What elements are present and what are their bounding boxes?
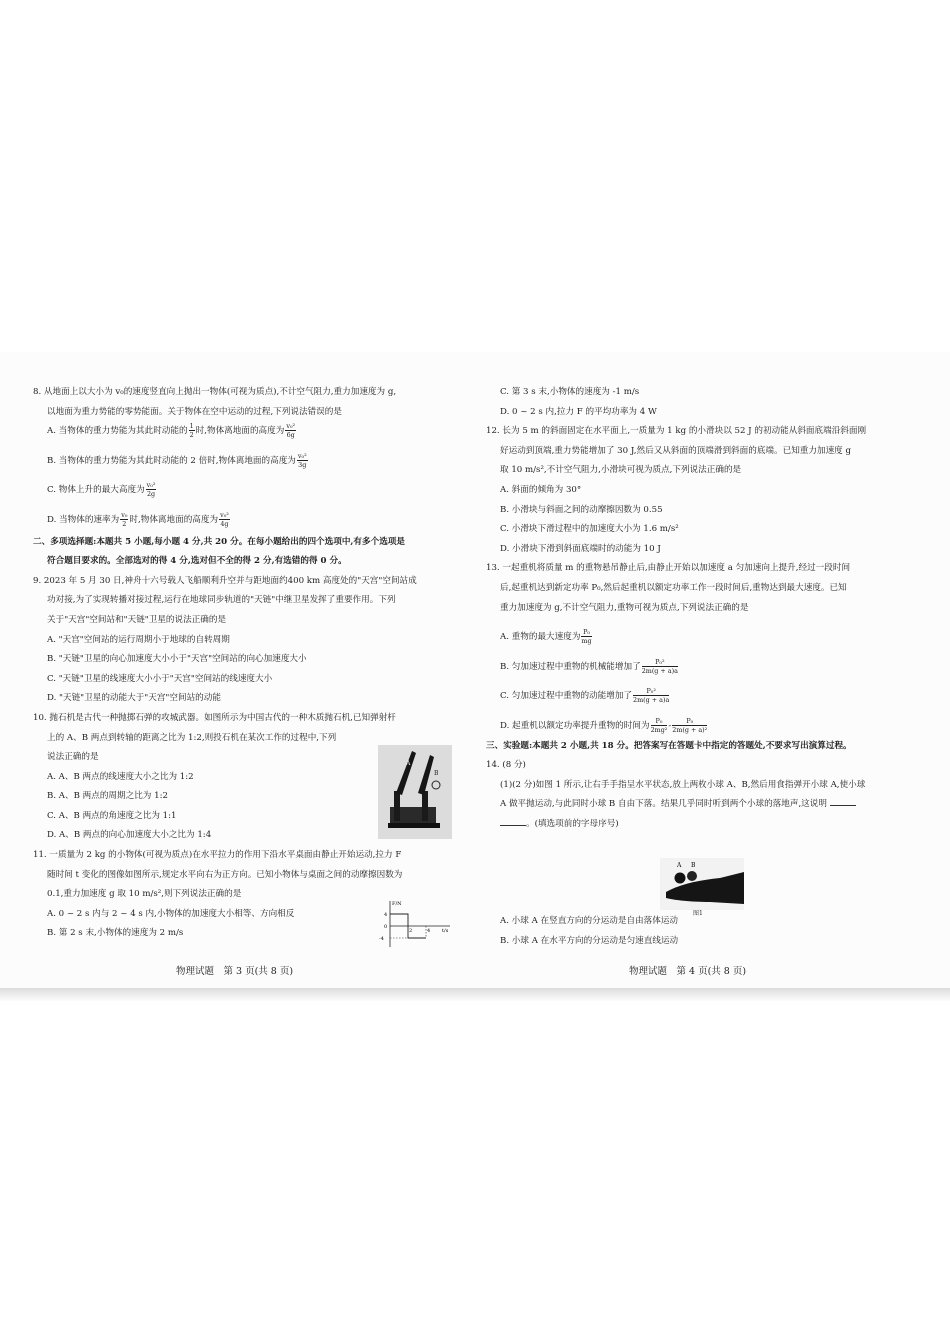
page-4-footer: 物理试题 第 4 页(共 8 页) — [629, 966, 747, 977]
q13-stem-line1: 13. 一起重机将质量 m 的重物悬吊静止后,由静止开始以加速度 a 匀加速向上提升,经过一段时间 — [486, 563, 851, 574]
q11-option-d: D. 0 ~ 2 s 内,拉力 F 的平均功率为 4 W — [500, 406, 657, 417]
q10-option-a: A. A、B 两点的线速度大小之比为 1:2 — [47, 771, 194, 782]
q12-stem-line2: 好运动到顶端,重力势能增加了 30 J,然后又从斜面的顶端滑到斜面的底端。已知重力加速度 g — [500, 445, 852, 456]
hand-balls-figure — [660, 858, 744, 910]
section-3-heading: 三、实验题:本题共 2 小题,共 18 分。把答案写在答题卡中指定的答题处,不要求写出演算过程。 — [486, 740, 852, 751]
q11-stem-line3: 0.1,重力加速度 g 取 10 m/s²,则下列说法正确的是 — [47, 889, 242, 900]
q9-option-b: B. "天链"卫星的向心加速度大小小于"天宫"空间站的向心加速度大小 — [47, 654, 307, 665]
q10-option-d: D. A、B 两点的向心加速度大小之比为 1:4 — [47, 830, 212, 841]
svg-text:B: B — [434, 770, 439, 777]
graph-y-tick-neg: -4 — [379, 936, 384, 942]
answer-blank-1 — [830, 796, 856, 806]
q13-stem-line3: 重力加速度为 g,不计空气阻力,重物可视为质点,下列说法正确的是 — [500, 602, 749, 613]
q14-part1-line2: A 做平抛运动,与此同时小球 B 自由下落。结果几乎同时听到两个小球的落地声,这说明 — [486, 795, 906, 815]
q14-title: 14. (8 分) — [486, 760, 526, 771]
q14-option-b: B. 小球 A 在水平方向的分运动是匀速直线运动 — [500, 936, 679, 947]
ball-b-label: B — [691, 862, 696, 869]
q12-option-b: B. 小滑块与斜面之间的动摩擦因数为 0.55 — [500, 504, 663, 515]
svg-text:A: A — [406, 760, 411, 767]
q11-option-a: A. 0 ~ 2 s 内与 2 ~ 4 s 内,小物体的加速度大小相等、方向相反 — [47, 908, 295, 919]
figure-1-caption: 图1 — [693, 910, 703, 917]
graph-x-label: t/s — [442, 928, 449, 934]
q9-option-a: A. "天宫"空间站的运行周期小于地球的自转周期 — [47, 634, 230, 645]
q11-option-c: C. 第 3 s 末,小物体的速度为 -1 m/s — [500, 387, 640, 397]
q12-option-c: C. 小滑块下滑过程中的加速度大小为 1.6 m/s² — [500, 524, 679, 535]
q11-stem-line2: 随时间 t 变化的图像如图所示,规定水平向右为正方向。已知小物体与桌面之间的动摩擦因数为 — [47, 869, 403, 880]
q11-option-b: B. 第 2 s 末,小物体的速度为 2 m/s — [47, 928, 184, 939]
section-2-heading-line2: 符合题目要求的。全部选对的得 4 分,选对但不全的得 2 分,有选错的得 0 分。 — [47, 556, 347, 567]
q9-stem-line1: 9. 2023 年 5 月 30 日,神舟十六号载人飞船顺利升空并与距地面约400 km 高度处的"天宫"空间站成 — [33, 575, 417, 586]
q9-stem-line2: 功对接,为了实现转播对接过程,运行在地球同步轨道的"天链"中继卫星发挥了重要作用。下列 — [47, 595, 396, 606]
q12-option-d: D. 小滑块下滑到斜面底端时的动能为 10 J — [500, 543, 661, 554]
page-shadow — [0, 988, 950, 1002]
page-3-footer: 物理试题 第 3 页(共 8 页) — [176, 966, 294, 977]
q9-option-c: C. "天链"卫星的线速度大小小于"天宫"空间站的线速度大小 — [47, 673, 273, 684]
q10-stem-line1: 10. 抛石机是古代一种抛掷石弹的攻城武器。如图所示为中国古代的一种木质抛石机,已知弹射杆 — [33, 712, 396, 723]
graph-y-tick-pos: 4 — [384, 912, 388, 918]
graph-y-label: F/N — [392, 901, 402, 907]
q8-option-d: D. 当物体的速率为 $\frac{\text{v₀}}{2}$ 时,物体离地面的高度为 $\frac{\text{v₀²}}{4g}$ — [47, 510, 229, 528]
q14-part1-line3: 。(填选项前的字母序号) — [486, 815, 906, 835]
catapult-photo — [378, 745, 452, 839]
q10-stem-line2: 上的 A、B 两点到转轴的距离之比为 1:2,则投石机在某次工作的过程中,下列 — [47, 732, 337, 743]
q10-option-b: B. A、B 两点的周期之比为 1:2 — [47, 791, 168, 802]
q10-stem-line3: 说法正确的是 — [47, 752, 99, 763]
q9-stem-line3: 关于"天宫"空间站和"天链"卫星的说法正确的是 — [47, 614, 227, 625]
q10-option-c: C. A、B 两点的角速度之比为 1:1 — [47, 810, 177, 821]
q8-option-b: B. 当物体的重力势能为其此时动能的 2 倍时,物体离地面的高度为 $\frac{\text{v₀²}}{3g}$ — [47, 451, 307, 469]
q12-option-a: A. 斜面的倾角为 30° — [500, 484, 582, 495]
q8-stem-line2: 以地面为重力势能的零势能面。关于物体在空中运动的过程,下列说法错误的是 — [47, 406, 342, 417]
q12-stem-line3: 取 10 m/s²,不计空气阻力,小滑块可视为质点,下列说法正确的是 — [500, 465, 742, 476]
force-time-graph — [376, 897, 454, 949]
q14-part1-line1: (1)(2 分)如图 1 所示,让右手手指呈水平状态,放上两枚小球 A、B,然后用食指弹开小球 A,使小球 — [500, 779, 866, 790]
section-2-heading-line1: 二、多项选择题:本题共 5 小题,每小题 4 分,共 20 分。在每小题给出的四个选项中,有多个选项是 — [33, 536, 405, 547]
ball-a-label: A — [677, 862, 682, 869]
q8-option-a: A. 当物体的重力势能为其此时动能的 $\frac{1}{2}$ 时,物体离地面的高度为 $\frac{\text{v₀²}}{6g}$ — [47, 422, 296, 440]
q13-option-c: C. 匀加速过程中重物的动能增加了 $\frac{\text{P₀²}}{2m(g + a)a}$ — [500, 687, 670, 705]
q8-stem-line1: 8. 从地面上以大小为 v₀的速度竖直向上抛出一物体(可视为质点),不计空气阻力,重力加速度为 g, — [33, 387, 397, 397]
q12-stem-line1: 12. 长为 5 m 的斜面固定在水平面上,一质量为 1 kg 的小滑块以 52 J 的初动能从斜面底端沿斜面刚 — [486, 426, 867, 437]
q13-stem-line2: 后,起重机达到新定功率 P₀,然后起重机以额定功率工作一段时间后,重物达到最大速度。已知 — [500, 582, 847, 593]
q9-option-d: D. "天链"卫星的动能大于"天宫"空间站的动能 — [47, 693, 221, 704]
graph-x-tick-2: 4 — [427, 928, 431, 934]
q11-stem-line1: 11. 一质量为 2 kg 的小物体(可视为质点)在水平拉力的作用下沿水平桌面由静止开始运动,拉力 F — [33, 850, 402, 861]
answer-blank-2 — [500, 816, 526, 826]
graph-y-tick-zero: 0 — [384, 924, 388, 930]
q14-option-a: A. 小球 A 在竖直方向的分运动是自由落体运动 — [500, 916, 679, 927]
q8-option-c: C. 物体上升的最大高度为 $\frac{\text{v₀²}}{2g}$ — [47, 481, 156, 499]
page-3-column — [33, 383, 453, 944]
q13-option-b: B. 匀加速过程中重物的机械能增加了 $\frac{\text{P₀²}}{2m(g + a)a}$ — [500, 657, 678, 675]
q13-option-d: D. 起重机以额定功率提升重物的时间为 $\frac{\text{P₀}}{\text{2mg²}}$ - $\frac{\text{P₀}}{\text{2m(g + a)²}}$ — [500, 716, 708, 734]
graph-x-tick-1: 2 — [409, 928, 413, 934]
q13-option-a: A. 重物的最大速度为 $\frac{\text{P₀}}{mg}$ — [500, 628, 592, 646]
